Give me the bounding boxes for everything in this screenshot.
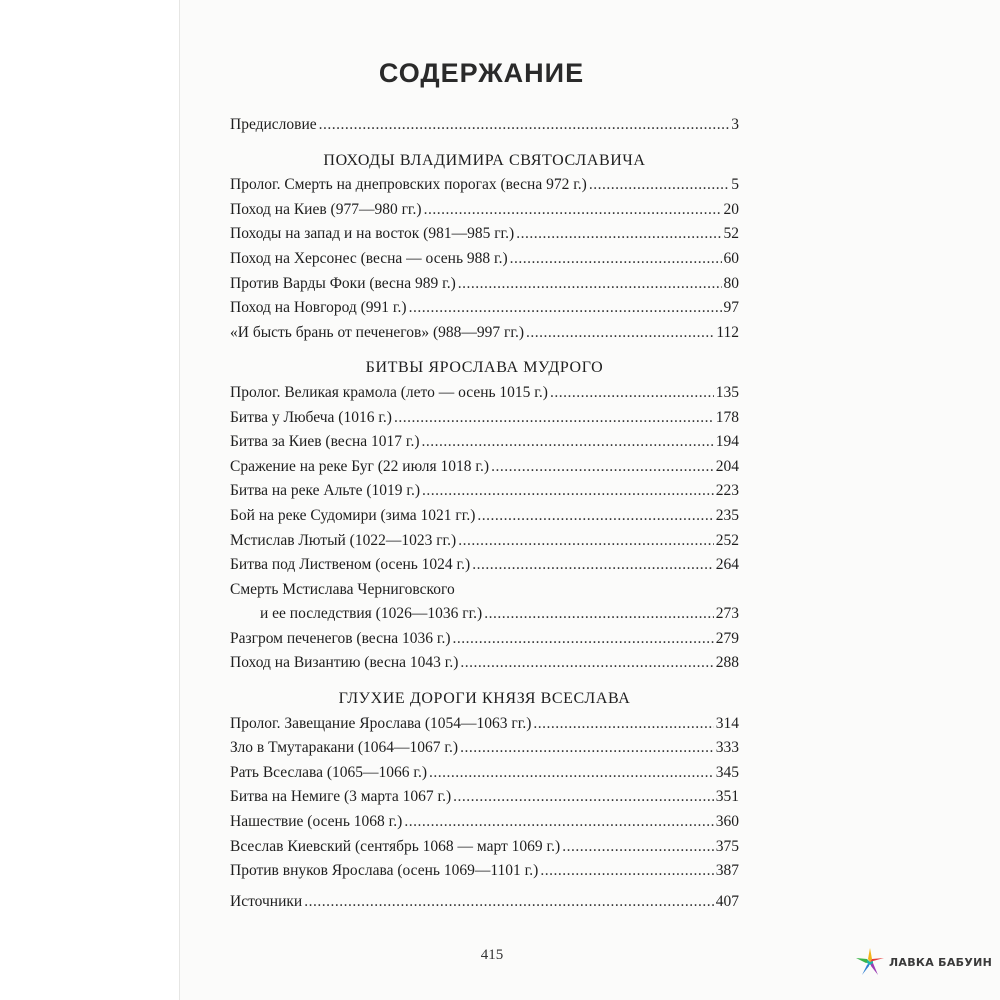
toc-entry xyxy=(230,321,739,346)
dot-leader xyxy=(589,173,729,198)
section-heading: ГЛУХИЕ ДОРОГИ КНЯЗЯ ВСЕСЛАВА xyxy=(338,690,631,708)
toc-entry-title: Битва под Лиственом (осень 1024 г.) xyxy=(230,556,471,574)
toc-entry-page: 80 xyxy=(723,274,739,292)
dot-leader xyxy=(477,504,713,529)
toc-entry-page: 5 xyxy=(731,176,739,194)
toc-entry-page: 345 xyxy=(715,763,739,781)
toc-entry-page: 112 xyxy=(716,323,739,341)
toc-entry xyxy=(230,173,739,198)
toc-entry-title: Против внуков Ярослава (осень 1069—1101 г.) xyxy=(230,862,539,880)
toc-entry xyxy=(230,785,739,810)
toc-entry xyxy=(230,222,739,247)
toc-entry xyxy=(230,651,739,676)
toc-entry-page: 264 xyxy=(715,556,739,574)
toc-entry-title: Мстислав Лютый (1022—1023 гг.) xyxy=(230,531,457,549)
dot-leader xyxy=(422,430,714,455)
toc-entry xyxy=(230,247,739,272)
toc-entry xyxy=(230,406,739,431)
toc-entry-page: 351 xyxy=(715,788,739,806)
dot-leader xyxy=(550,381,714,406)
dot-leader xyxy=(422,479,714,504)
toc-entry xyxy=(230,553,739,578)
toc-entry-title: Поход на Киев (977—980 гг.) xyxy=(230,200,422,218)
toc-entry-title: Походы на запад и на восток (981—985 гг.) xyxy=(230,225,515,243)
toc-entry-page: 178 xyxy=(715,408,739,426)
toc-entry xyxy=(230,296,739,321)
toc-entry-page: 204 xyxy=(715,457,739,475)
section-heading: ПОХОДЫ ВЛАДИМИРА СВЯТОСЛАВИЧА xyxy=(323,151,646,169)
toc-entry-title: Разгром печенегов (весна 1036 г.) xyxy=(230,629,451,647)
dot-leader xyxy=(491,455,714,480)
toc-entry-title: и ее последствия (1026—1036 гг.) xyxy=(260,605,483,623)
toc-entry xyxy=(230,810,739,835)
dot-leader xyxy=(460,651,713,676)
dot-leader xyxy=(409,296,722,321)
page-title: СОДЕРЖАНИЕ xyxy=(378,58,585,88)
toc-entry-title: Поход на Новгород (991 г.) xyxy=(230,299,407,317)
toc-entry xyxy=(230,529,739,554)
toc-entry-preface xyxy=(230,113,739,138)
toc-entry-page: 273 xyxy=(715,605,739,623)
dot-leader xyxy=(562,835,714,860)
toc-entry-page: 360 xyxy=(715,813,739,831)
toc-entry-title: Пролог. Завещание Ярослава (1054—1063 гг.) xyxy=(230,714,532,732)
star-logo-icon xyxy=(855,947,885,977)
toc-entry xyxy=(230,504,739,529)
dot-leader xyxy=(394,406,714,431)
toc-entry xyxy=(230,761,739,786)
dot-leader xyxy=(533,712,713,737)
toc-entry-sources xyxy=(230,890,739,915)
toc-entry-page: 235 xyxy=(715,506,739,524)
watermark-text: ЛАВКА БАБУИН xyxy=(889,955,993,969)
table-of-contents xyxy=(230,113,739,914)
dot-leader xyxy=(510,247,722,272)
toc-entry-page: 97 xyxy=(723,299,739,317)
toc-entry-page: 60 xyxy=(723,249,739,267)
toc-entry-title: Нашествие (осень 1068 г.) xyxy=(230,813,403,831)
toc-entry-title: Бой на реке Судомири (зима 1021 гг.) xyxy=(230,506,476,524)
toc-entry-title: Поход на Византию (весна 1043 г.) xyxy=(230,654,459,672)
dot-leader xyxy=(304,890,714,915)
page-number: 415 xyxy=(480,947,504,963)
toc-entry xyxy=(230,578,739,603)
toc-entry-title: Битва за Киев (весна 1017 г.) xyxy=(230,433,420,451)
toc-entry xyxy=(230,602,739,627)
toc-entry-title: Рать Всеслава (1065—1066 г.) xyxy=(230,763,428,781)
dot-leader xyxy=(458,272,722,297)
toc-entry-page: 288 xyxy=(715,654,739,672)
toc-entry xyxy=(230,479,739,504)
dot-leader xyxy=(472,553,714,578)
toc-entry-page: 52 xyxy=(723,225,739,243)
toc-entry-page: 3 xyxy=(731,116,739,133)
dot-leader xyxy=(458,529,714,554)
toc-entry-title: «И бысть брань от печенегов» (988—997 гг.) xyxy=(230,323,525,341)
toc-entry-page: 252 xyxy=(715,531,739,549)
toc-entry xyxy=(230,381,739,406)
toc-entry-title: Битва у Любеча (1016 г.) xyxy=(230,408,392,426)
toc-entry-title: Пролог. Великая крамола (лето — осень 1015 г.) xyxy=(230,383,548,401)
toc-entry-title: Битва на Немиге (3 марта 1067 г.) xyxy=(230,788,452,806)
toc-entry-page: 20 xyxy=(723,200,739,218)
toc-entry xyxy=(230,430,739,455)
toc-entry-title: Битва на реке Альте (1019 г.) xyxy=(230,482,421,500)
toc-entry-page: 333 xyxy=(715,739,739,757)
dot-leader xyxy=(526,321,714,346)
dot-leader xyxy=(429,761,714,786)
toc-entry-page: 223 xyxy=(715,482,739,500)
toc-entry-page: 135 xyxy=(715,383,739,401)
dot-leader xyxy=(484,602,714,627)
dot-leader xyxy=(453,627,714,652)
toc-entry xyxy=(230,835,739,860)
toc-entry-page: 279 xyxy=(715,629,739,647)
toc-entry-page: 194 xyxy=(715,433,739,451)
toc-entry xyxy=(230,272,739,297)
watermark-logo xyxy=(855,942,1000,982)
toc-entry-page: 407 xyxy=(715,892,739,910)
toc-entry-title: Поход на Херсонес (весна — осень 988 г.) xyxy=(230,249,508,267)
toc-entry-title: Всеслав Киевский (сентябрь 1068 — март 1069 г.) xyxy=(230,837,561,855)
toc-entry-title: Зло в Тмутаракани (1064—1067 г.) xyxy=(230,739,459,757)
toc-entry-page: 314 xyxy=(715,714,739,732)
dot-leader xyxy=(424,198,722,223)
toc-entry xyxy=(230,455,739,480)
toc-entry-title: Источники xyxy=(230,892,303,910)
dot-leader xyxy=(453,785,714,810)
dot-leader xyxy=(404,810,713,835)
dot-leader xyxy=(460,736,714,761)
toc-entry-title: Сражение на реке Буг (22 июля 1018 г.) xyxy=(230,457,490,475)
toc-entry-page: 375 xyxy=(715,837,739,855)
toc-entry-page: 387 xyxy=(715,862,739,880)
toc-entry-title: Предисловие xyxy=(230,116,317,133)
dot-leader xyxy=(319,113,730,138)
toc-entry xyxy=(230,198,739,223)
dot-leader xyxy=(540,859,713,884)
toc-entry xyxy=(230,859,739,884)
toc-entry-title: Против Варды Фоки (весна 989 г.) xyxy=(230,274,456,292)
dot-leader xyxy=(516,222,721,247)
toc-entry xyxy=(230,712,739,737)
toc-entry xyxy=(230,627,739,652)
toc-entry-title: Пролог. Смерть на днепровских порогах (весна 972 г.) xyxy=(230,176,587,194)
toc-entry-title: Смерть Мстислава Черниговского xyxy=(230,580,455,598)
section-heading: БИТВЫ ЯРОСЛАВА МУДРОГО xyxy=(365,359,604,377)
toc-entry xyxy=(230,736,739,761)
